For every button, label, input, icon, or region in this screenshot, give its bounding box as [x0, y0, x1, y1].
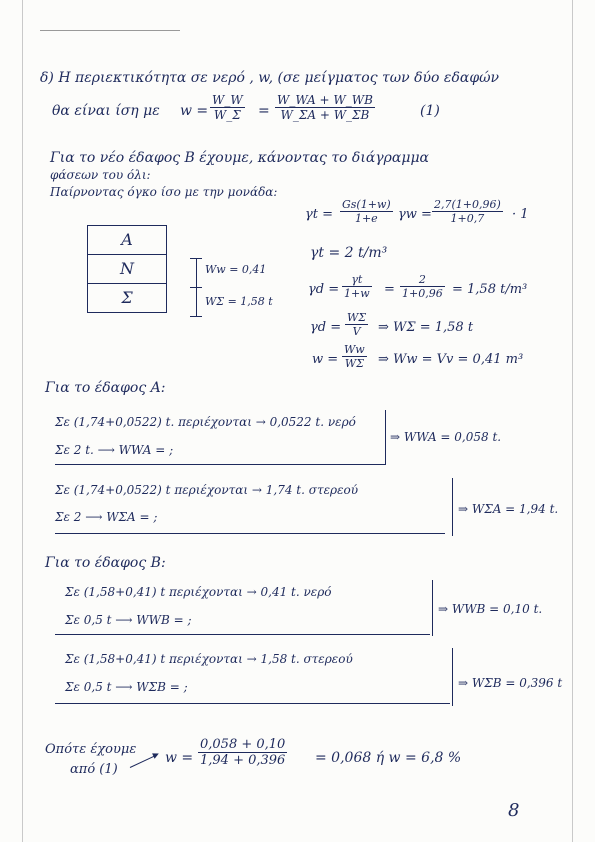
soil-b-intro-line1: Για το νέο έδαφος Β έχουμε, κάνοντας το διάγραμμα	[50, 150, 430, 166]
gt-lhs: γt =	[305, 207, 334, 222]
dimension-tick-top	[190, 258, 202, 259]
layer-water: N	[88, 255, 166, 284]
soil-a-heading: Για το έδαφος Α:	[45, 380, 166, 396]
soil-a-r2-bracket	[452, 478, 453, 536]
top-divider	[40, 30, 180, 31]
intro-line2: θα είναι ίση με	[52, 103, 160, 119]
w-frac: $\frac{Ww}{W\Sigma}$	[344, 343, 365, 370]
gd-frac1: $\frac{\gamma t}{1+w}$	[344, 273, 370, 300]
diagram-ws-label: WΣ = 1,58 t	[205, 295, 273, 308]
page-number: 8	[508, 800, 520, 821]
scan-edge-left	[22, 0, 23, 842]
conclusion-lhs: w =	[165, 750, 194, 766]
soil-b-r2-underline	[55, 703, 450, 704]
soil-a-r1-bracket	[385, 410, 386, 465]
gs-frac: $\frac{W\Sigma}{V}$	[347, 311, 367, 338]
soil-a-r1-underline	[55, 464, 385, 465]
gt-tail: · 1	[512, 207, 529, 222]
soil-a-r2-underline	[55, 533, 445, 534]
intro-line1: δ) Η περιεκτικότητα σε νερό , w, (σε μείγματος των δύο εδαφών	[40, 70, 500, 86]
conclusion-prefix: Οπότε έχουμε	[45, 742, 137, 757]
soil-b-r2-left: Σε (1,58+0,41) t περιέχονται → 1,58 t. στερεού	[65, 652, 353, 666]
soil-b-r1-underline	[55, 634, 430, 635]
conclusion-den: 1,94 + 0,396	[200, 753, 286, 768]
eq-number: (1)	[420, 103, 440, 119]
gt-mid: γw =	[398, 207, 432, 222]
soil-a-r2-result: ⇒ WΣA = 1,94 t.	[458, 502, 559, 516]
phase-diagram	[87, 225, 167, 313]
conclusion-result: = 0,068 ή w = 6,8 %	[315, 750, 462, 766]
gs-lhs: γd =	[310, 320, 342, 335]
soil-b-intro-line2: φάσεων του όλι:	[50, 168, 151, 182]
frac2-num: W_WA + W_WB	[277, 93, 373, 107]
layer-air: A	[88, 226, 166, 255]
gd-lhs: γd =	[308, 282, 340, 297]
gt-result: γt = 2 t/m³	[310, 245, 388, 261]
diagram-ww-label: Ww = 0,41	[205, 263, 267, 276]
frac1-num: W_W	[212, 93, 243, 107]
soil-b-heading: Για το έδαφος Β:	[45, 555, 166, 571]
soil-a-r1-right: Σε 2 t. ⟶ WWA = ;	[55, 443, 174, 457]
layer-solid: Σ	[121, 288, 133, 307]
soil-b-r2-bracket	[452, 648, 453, 706]
conclusion-frac	[198, 737, 287, 768]
soil-b-r1-right: Σε 0,5 t ⟶ WWB = ;	[65, 613, 192, 627]
frac-sum	[275, 93, 375, 122]
w-eq-lhs: w =	[180, 103, 209, 119]
frac1-den: W_Σ	[213, 108, 241, 122]
gt-frac1: $\frac{Gs(1+w)}{1+e}$	[342, 198, 391, 225]
gd-eq: =	[384, 282, 395, 297]
soil-b-intro-line3: Παίρνοντας όγκο ίσο με την μονάδα:	[50, 185, 278, 199]
gd-frac2: $\frac{2}{1+0,96}$	[402, 273, 443, 300]
soil-b-r2-result: ⇒ WΣB = 0,396 t	[458, 676, 563, 690]
conclusion-num: 0,058 + 0,10	[200, 737, 286, 752]
gd-result: = 1,58 t/m³	[452, 282, 528, 297]
eq-sign: =	[258, 103, 270, 119]
w-result: ⇒ Ww = Vv = 0,41 m³	[378, 352, 524, 367]
gt-frac2: $\frac{2,7(1+0,96)}{1+0,7}$	[434, 198, 501, 225]
gs-result: ⇒ WΣ = 1,58 t	[378, 320, 474, 335]
soil-b-r1-bracket	[432, 580, 433, 636]
soil-b-r2-right: Σε 0,5 t ⟶ WΣB = ;	[65, 680, 188, 694]
soil-b-r1-result: ⇒ WWB = 0,10 t.	[438, 602, 543, 616]
soil-a-r2-left: Σε (1,74+0,0522) t περιέχονται → 1,74 t. στερεού	[55, 483, 359, 497]
frac2-den: W_ΣA + W_ΣB	[280, 108, 370, 122]
soil-b-r1-left: Σε (1,58+0,41) t περιέχονται → 0,41 t. νερό	[65, 585, 332, 599]
frac-ww-over-ws	[210, 93, 245, 122]
conclusion-sub: από (1)	[70, 762, 118, 777]
scan-edge-right	[572, 0, 573, 842]
soil-a-r1-result: ⇒ WWA = 0,058 t.	[390, 430, 502, 444]
soil-a-r2-right: Σε 2 ⟶ WΣA = ;	[55, 510, 158, 524]
w-lhs: w =	[312, 352, 339, 367]
dimension-tick-mid	[190, 287, 202, 288]
soil-a-r1-left: Σε (1,74+0,0522) t. περιέχονται → 0,0522 t. νερό	[55, 415, 356, 429]
dimension-tick-bottom	[190, 316, 202, 317]
